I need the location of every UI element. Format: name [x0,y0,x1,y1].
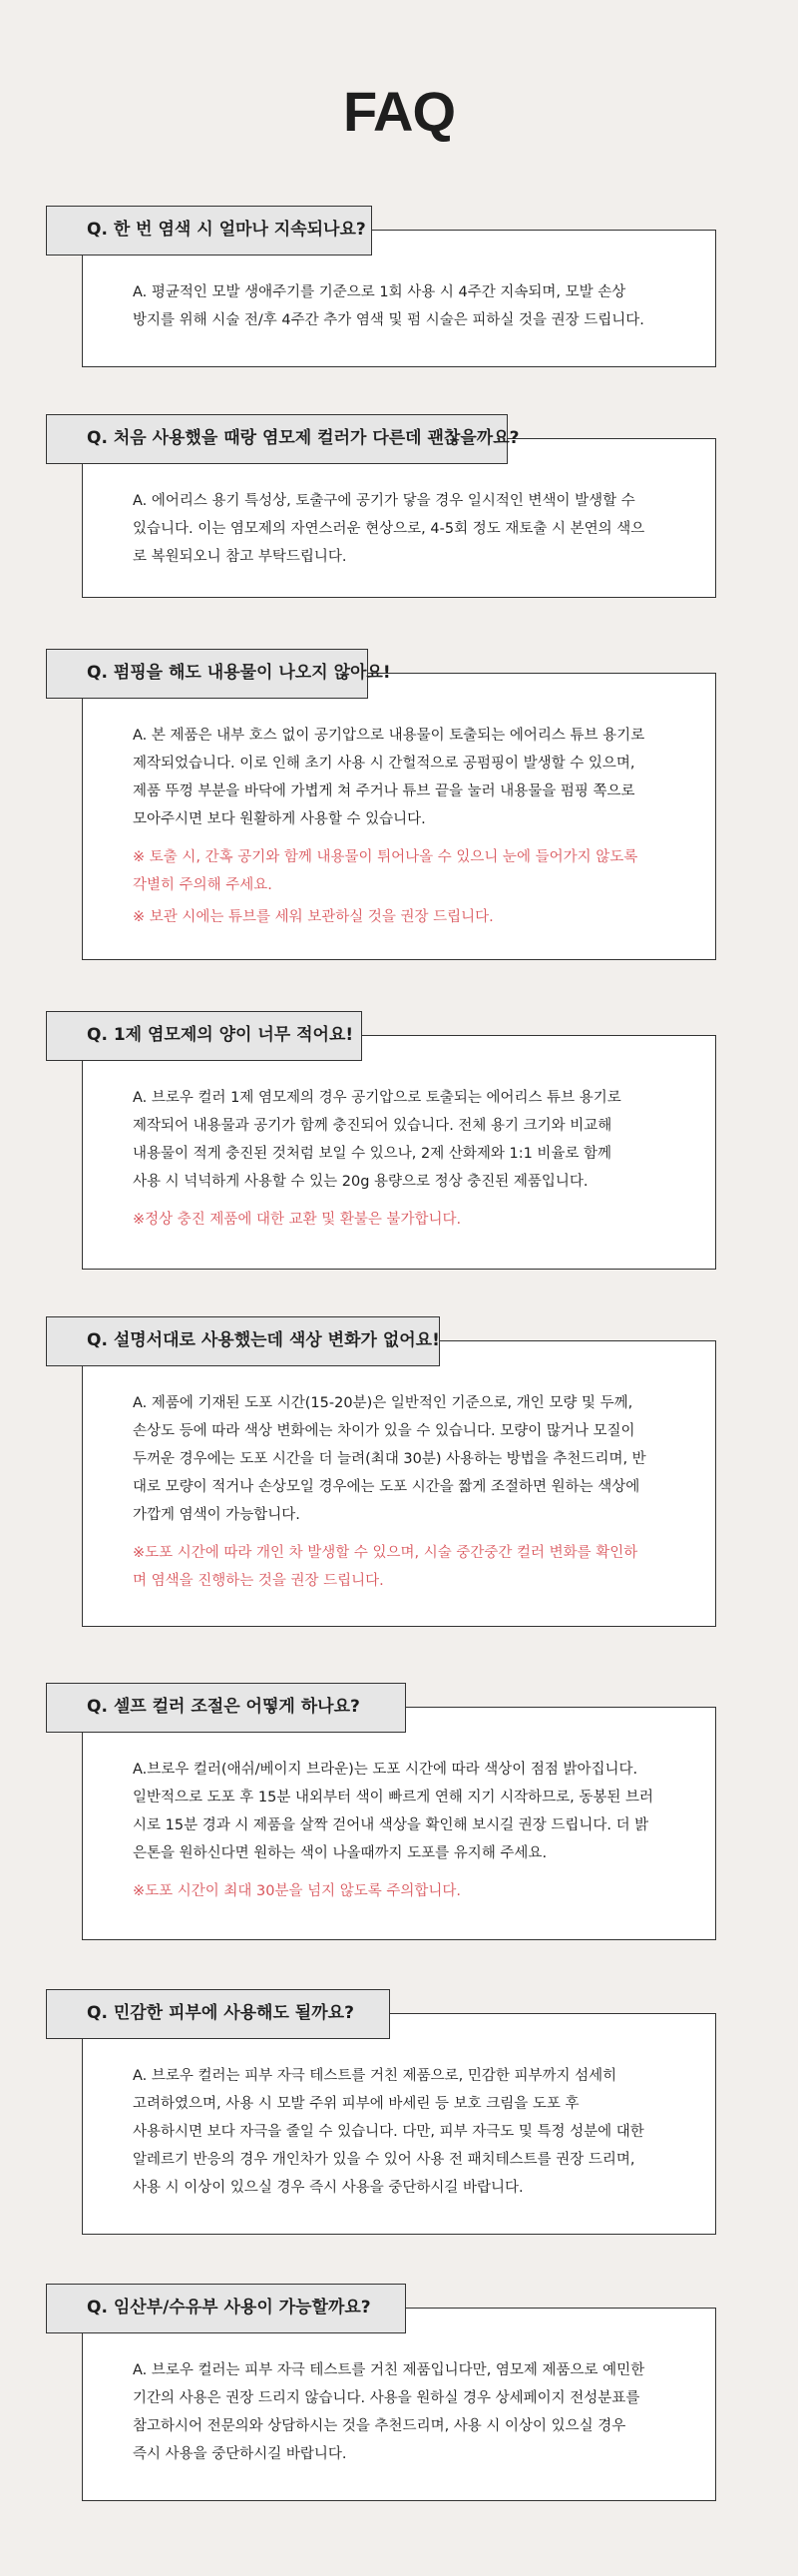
faq-answer-box [82,2013,716,2235]
faq-item-2 [46,414,716,598]
faq-item-8 [46,2284,716,2501]
page-title: FAQ [342,80,456,143]
faq-item-3 [46,649,716,960]
faq-answer-box [82,2308,716,2501]
faq-answer-box [82,1035,716,1270]
faq-question: Q. 1제 염모제의 양이 너무 적어요! [46,1011,362,1061]
faq-question: Q. 민감한 피부에 사용해도 될까요? [46,1989,390,2039]
faq-answer-box [82,673,716,960]
faq-item-5 [46,1316,716,1627]
faq-question: Q. 설명서대로 사용했는데 색상 변화가 없어요! [46,1316,440,1366]
faq-answer-box [82,1340,716,1627]
faq-answer: A. 에어리스 용기 특성상, 토출구에 공기가 닿을 경우 일시적인 변색이 발생할 수 있습니다. 이는 염모제의 자연스러운 현상으로, 4-5회 정도 재토출 시 본연의 색으 로 복원되오니 참고 부탁드립니다. [133,493,645,565]
faq-question: Q. 셀프 컬러 조절은 어떻게 하나요? [46,1683,406,1733]
faq-item-7 [46,1989,716,2235]
faq-answer: A. 제품에 기재된 도포 시간(15-20분)은 일반적인 기준으로, 개인 모량 및 두께, 손상도 등에 따라 색상 변화에는 차이가 있을 수 있습니다. 모량이 많거나 모질이 두꺼운 경우에는 도포 시간을 더 늘려(최대 30분) 사용하는 방법을 추천드리며, 반 대로 모량이 적거나 손상모일 경우에는 도포 시간을 짧게 조절하면 원하는 색상에 가깝게 염색이 가능합니다. [133,1395,646,1523]
faq-warning-note: ※ 토출 시, 간혹 공기와 함께 내용물이 튀어나올 수 있으니 눈에 들어가지 않도록 각별히 주의해 주세요. [133,849,638,893]
faq-note: ※도포 시간에 따라 개인 차 발생할 수 있으며, 시술 중간중간 컬러 변화를 확인하 며 염색을 진행하는 것을 권장 드립니다. [133,1545,638,1589]
faq-answer: A. 브로우 컬러 1제 염모제의 경우 공기압으로 토출되는 에어리스 튜브 용기로 제작되어 내용물과 공기가 함께 충진되어 있습니다. 전체 용기 크기와 비교해 내용물이 적게 충진된 것처럼 보일 수 있으나, 2제 산화제와 1:1 비율로 함께 사용 시 넉넉하게 사용할 수 있는 20g 용량으로 정상 충진된 제품입니다. [133,1090,621,1190]
faq-answer: A. 본 제품은 내부 호스 없이 공기압으로 내용물이 토출되는 에어리스 튜브 용기로 제작되었습니다. 이로 인해 초기 사용 시 간헐적으로 공펌핑이 발생할 수 있으며, 제품 뚜껑 부분을 바닥에 가볍게 쳐 주거나 튜브 끝을 눌러 내용물을 펌핑 쪽으로 모아주시면 보다 원활하게 사용할 수 있습니다. [133,728,645,827]
faq-storage-note: ※ 보관 시에는 튜브를 세워 보관하실 것을 권장 드립니다. [133,909,494,925]
faq-question: Q. 한 번 염색 시 얼마나 지속되나요? [46,206,372,256]
faq-question: Q. 임산부/수유부 사용이 가능할까요? [46,2284,406,2333]
faq-note: ※도포 시간이 최대 30분을 넘지 않도록 주의합니다. [133,1883,461,1899]
faq-answer: A.브로우 컬러(애쉬/베이지 브라운)는 도포 시간에 따라 색상이 점점 밝아집니다. 일반적으로 도포 후 15분 내외부터 색이 빠르게 연해 지기 시작하므로, 동봉된 브러 시로 15분 경과 시 제품을 살짝 걷어내 색상을 확인해 보시길 권장 드립니다. 더 밝 은톤을 원하신다면 원하는 색이 나올때까지 도포를 유지해 주세요. [133,1762,653,1861]
faq-item-4 [46,1011,716,1270]
faq-answer: A. 브로우 컬러는 피부 자극 테스트를 거친 제품입니다만, 염모제 제품으로 예민한 기간의 사용은 권장 드리지 않습니다. 사용을 원하실 경우 상세페이지 전성분표를 참고하시어 전문의와 상담하시는 것을 추천드리며, 사용 시 이상이 있으실 경우 즉시 사용을 중단하시길 바랍니다. [133,2362,645,2462]
faq-note: ※정상 충진 제품에 대한 교환 및 환불은 불가합니다. [133,1212,462,1228]
faq-question: Q. 처음 사용했을 때랑 염모제 컬러가 다른데 괜찮을까요? [46,414,508,464]
faq-item-6 [46,1683,716,1940]
faq-answer-box [82,1707,716,1940]
faq-item-1 [46,206,716,367]
faq-answer: A. 브로우 컬러는 피부 자극 테스트를 거친 제품으로, 민감한 피부까지 섬세히 고려하였으며, 사용 시 모발 주위 피부에 바세린 등 보호 크림을 도포 후 사용하시면 보다 자극을 줄일 수 있습니다. 다만, 피부 자극도 및 특정 성분에 대한 알레르기 반응의 경우 개인차가 있을 수 있어 사용 전 패치테스트를 권장 드리며, 사용 시 이상이 있으실 경우 즉시 사용을 중단하시길 바랍니다. [133,2068,644,2196]
faq-question: Q. 펌핑을 해도 내용물이 나오지 않아요! [46,649,368,699]
faq-answer: A. 평균적인 모발 생애주기를 기준으로 1회 사용 시 4주간 지속되며, 모발 손상 방지를 위해 시술 전/후 4주간 추가 염색 및 펌 시술은 피하실 것을 권장 드립니다. [133,284,644,328]
